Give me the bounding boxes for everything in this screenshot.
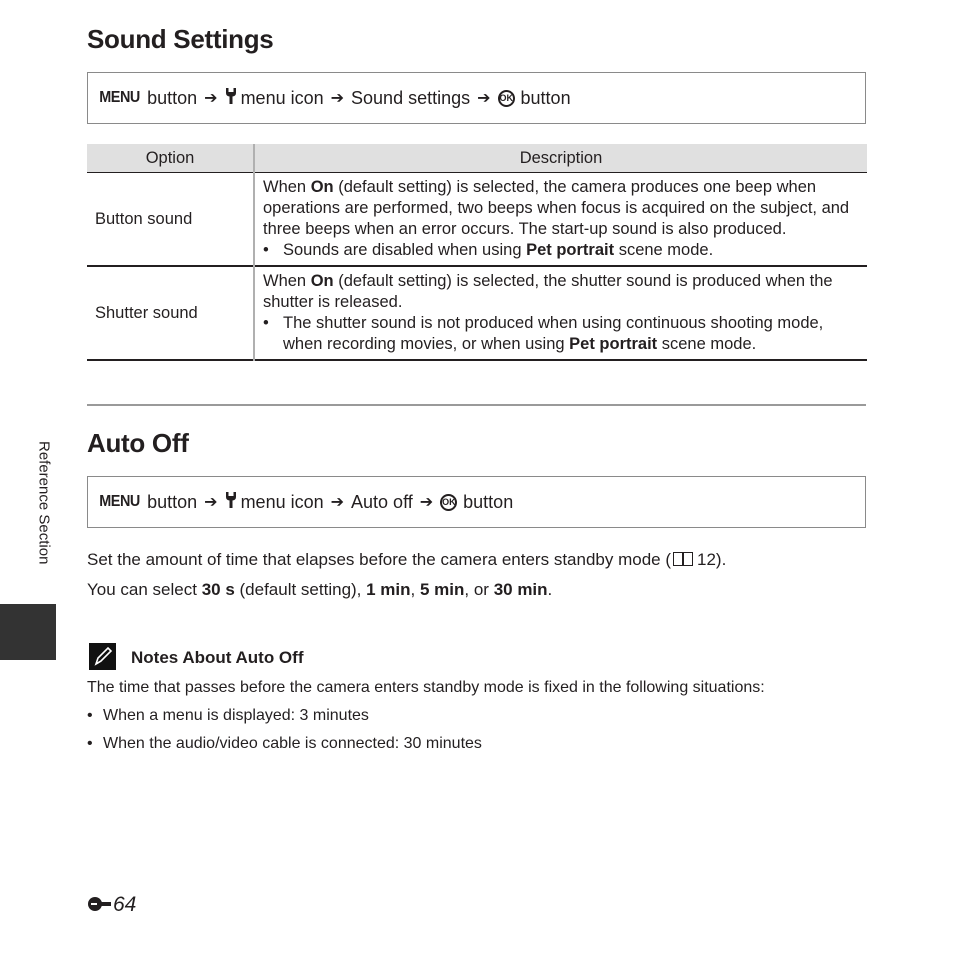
- sound-settings-table: [87, 144, 867, 361]
- reference-section-icon: [87, 895, 113, 919]
- note-pencil-icon: [89, 643, 116, 670]
- side-section-tab: [0, 604, 56, 660]
- note-title: Notes About Auto Off: [131, 648, 304, 667]
- section-divider: [87, 404, 866, 406]
- option-name: Shutter sound: [87, 266, 254, 360]
- column-header-option: Option: [87, 144, 254, 173]
- bullet-item: • Sounds are disabled when using Pet portrait scene mode.: [263, 241, 714, 259]
- wrench-icon: [225, 87, 237, 110]
- page-number: 64: [87, 893, 136, 919]
- arrow-icon: ➔: [330, 90, 345, 107]
- table-row: [87, 173, 867, 267]
- path-text: Auto off: [351, 491, 413, 512]
- menu-button-label: MENU: [99, 493, 140, 510]
- column-header-description: Description: [254, 144, 867, 173]
- arrow-icon: ➔: [204, 90, 218, 107]
- list-item: • When a menu is displayed: 3 minutes: [87, 707, 369, 724]
- ok-button-icon: OK: [440, 494, 457, 511]
- bullet-item: • The shutter sound is not produced when using continuous shooting mode, when recording movies, or when using Pet portrait scene mode.: [263, 314, 824, 353]
- side-section-label: Reference Section: [35, 441, 53, 565]
- arrow-icon: ➔: [419, 494, 434, 511]
- list-item: • When the audio/video cable is connected: 30 minutes: [87, 735, 482, 752]
- option-description: When On (default setting) is selected, the camera produces one beep when operations are performed, two beeps when focus is acquired on the subject, and three beeps when an error occurs. The start-up sound is also produced. • Sounds are disabled when using Pet portrait scene mode.: [254, 173, 867, 267]
- path-text: button: [147, 87, 198, 108]
- path-text: button: [147, 491, 198, 512]
- menu-path-auto-off: [87, 476, 866, 528]
- auto-off-options: You can select 30 s (default setting), 1 min, 5 min, or 30 min.: [87, 580, 553, 599]
- section-title-sound-settings: Sound Settings: [87, 24, 274, 54]
- path-text: menu icon: [240, 87, 324, 108]
- menu-button-label: MENU: [99, 89, 140, 106]
- menu-path-sound-settings: [87, 72, 866, 124]
- arrow-icon: ➔: [477, 90, 491, 107]
- note-intro: The time that passes before the camera enters standby mode is fixed in the following situations:: [87, 679, 765, 696]
- section-title-auto-off: Auto Off: [87, 428, 189, 458]
- book-reference-icon: [673, 552, 693, 566]
- wrench-icon: [225, 491, 237, 514]
- path-text: menu icon: [240, 491, 324, 512]
- table-row: [87, 266, 867, 360]
- path-text: Sound settings: [351, 87, 471, 108]
- option-name: Button sound: [87, 173, 254, 267]
- arrow-icon: ➔: [204, 494, 218, 511]
- ok-button-icon: OK: [498, 90, 515, 107]
- option-description: When On (default setting) is selected, the shutter sound is produced when the shutter is released. • The shutter sound is not produced when using continuous shooting mode, when recording movies, or when using Pet portrait scene mode.: [254, 266, 867, 360]
- path-text: button: [463, 491, 514, 512]
- auto-off-description: Set the amount of time that elapses before the camera enters standby mode ( 12).: [87, 550, 727, 569]
- path-text: button: [520, 87, 571, 108]
- arrow-icon: ➔: [330, 494, 345, 511]
